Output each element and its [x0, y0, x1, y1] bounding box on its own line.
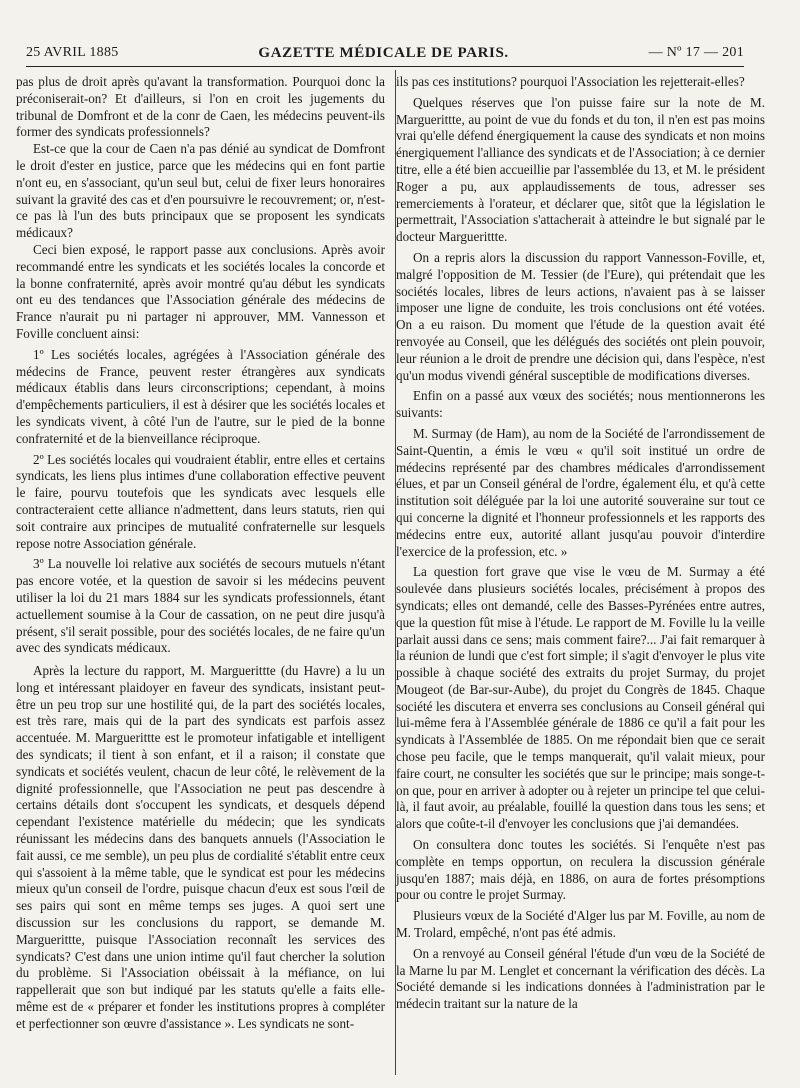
- paragraph: Après la lecture du rapport, M. Marguerittte (du Havre) a lu un long et intéressant plaidoyer en faveur des syndicats, insistant peut-être un peu trop sur une hostilité qui, de la part des sociétés locales, est très rare, mais qui de la part des syndicats est parfois assez accentuée. M. Marguerittte est le promoteur infatigable et intelligent des syndicats; il tient à son enfant, et il a raison; il constate que syndicats et sociétés veulent, chacun de leur côté, le relèvement de la dignité professionnelle, que l'Association ne peut pas descendre à certains détails dont s'occupent les syndicats, et desquels dépend cependant l'existence matérielle du médecin; que les syndicats réunissant les médecins dans des banquets annuels (l'Association le fait aussi, ce me semble), un peu plus de cordialité s'établit entre ceux qui s'assoient à la même table, que le syndicat est pour les médecins mieux qu'un conseil de l'ordre, puisque chacun d'eux est sous l'œil de ses pairs qui sont en même temps ses juges. A quoi sert une discussion sur les conclusions du rapport, se demande M. Marguerittte, puisque l'Association reconnaît les services des syndicats? C'est dans une union intime qu'il faut chercher la solution du problème. Si l'Association obéissait à la méfiance, on lui rappellerait que son but indiqué par les statuts qu'elle a faits elle-même est de « préparer et fonder les institutions propres à compléter et perfectionner son œuvre d'assistance ». Les syndicats ne sont-: [16, 663, 385, 1031]
- paragraph: 1º Les sociétés locales, agrégées à l'Association générale des médecins de France, peuvent rester étrangères aux syndicats médicaux établis dans leurs circonscriptions; cependant, à moins d'empêchements particuliers, il est à désirer que les sociétés locales et les syndicats vivent, à côté l'un de l'autre, sur le pied de la bonne confraternité et de la bienveillance réciproque.: [16, 346, 385, 446]
- paragraph: Enfin on a passé aux vœux des sociétés; nous mentionnerons les suivants:: [396, 388, 765, 421]
- paragraph: 3º La nouvelle loi relative aux sociétés de secours mutuels n'étant pas encore votée, et la question de savoir si les médecins peuvent utiliser la loi du 21 mars 1884 sur les syndicats professionnels, étant actuellement soumise à la Cour de cassation, on ne peut dire jusqu'à présent, s'il serait possible, pour des sociétés locales, de ne faire qu'un avec des syndicats médicaux.: [16, 556, 385, 656]
- right-column: [396, 74, 765, 1013]
- header-date: 25 AVRIL 1885: [26, 45, 119, 60]
- paragraph: Quelques réserves que l'on puisse faire sur la note de M. Marguerittte, au point de vue du fonds et du ton, il n'en est pas moins vrai qu'elle défend énergiquement la cause des syndicats et non moins énergiquement l'alliance des syndicats et de l'Association; à ce dernier titre, elle a été bien accueillie par l'assemblée du 13, et M. le président Roger a pu, aux applaudissements de tous, adresser ses remerciements à l'orateur, et déclarer que, sitôt que la législation le permettrait, l'Association s'attacherait à atteindre le but signalé par le docteur Marguerittte.: [396, 94, 766, 245]
- header-issue: — Nº 17 — 201: [648, 45, 744, 60]
- paragraph: 2º Les sociétés locales qui voudraient établir, entre elles et certains syndicats, les liens plus intimes d'une collaboration effective peuvent le faire, pourvu toutefois que les syndicats avec lesquels elle contracteraient cette alliance n'admettent, dans leurs statuts, rien qui soit contraire aux principes de mutualité confraternelle sur lesquels repose notre Association générale.: [16, 451, 385, 551]
- paragraph: On a repris alors la discussion du rapport Vannesson-Foville, et, malgré l'opposition de M. Tessier (de l'Eure), qui prétendait que les sociétés locales, libres de leurs actions, n'avaient pas à se laisser imposer une ligne de conduite, les trois conclusions ont été votées. On a eu raison. Du moment que l'étude de la question avait été renvoyée au Conseil, que les délégués des sociétés ont plein pouvoir, leur réunion a le droit de prendre une décision qui, dans l'espèce, n'est qu'un modus vivendi général susceptible de modifications diverses.: [396, 249, 765, 383]
- paragraph: On a renvoyé au Conseil général l'étude d'un vœu de la Société de la Marne lu par M. Lenglet et concernant la vérification des décès. La Société demande si les indications données à l'administration par le médecin traitant sur la nature de la: [396, 945, 765, 1012]
- left-column: [16, 74, 385, 1033]
- paragraph: Ceci bien exposé, le rapport passe aux conclusions. Après avoir recommandé entre les syndicats et les sociétés locales la concorde et la bonne confraternité, après avoir montré qu'au début les syndicats ont eu des tendances que l'Association générale des médecins de France n'aurait pu ni partager ni approuver, MM. Vannesson et Foville concluent ainsi:: [16, 241, 385, 341]
- header-title: GAZETTE MÉDICALE DE PARIS.: [258, 44, 509, 61]
- paragraph: Plusieurs vœux de la Société d'Alger lus par M. Foville, au nom de M. Trolard, empêché, n'ont pas été admis.: [396, 908, 765, 941]
- paragraph: On consultera donc toutes les sociétés. Si l'enquête n'est pas complète en temps opportun, on reculera la discussion générale jusqu'en 1887; mais déjà, en 1886, on aura de fortes présomptions pour ou contre le projet Surmay.: [396, 837, 765, 903]
- paragraph: La question fort grave que vise le vœu de M. Surmay a été soulevée dans plusieurs sociétés locales, précisément à propos des syndicats; elles ont demandé, celle des Basses-Pyrénées entre autres, que la question fût mise à l'étude. Le rapport de M. Foville lu la veille parlait aussi dans ce sens; mais comment faire?... J'ai fait remarquer à la réunion de lundi que c'est fort simple; il s'agit d'envoyer le plus vite possible à chaque société des extraits du projet Surmay, du projet Mougeot (de Bar-sur-Aube), du projet du Congrès de 1845. Chaque société les discutera et enverra ses conclusions au Conseil général qui lui-même fera à l'Assemblée générale de 1886 ce qu'il a fait pour les syndicats à l'Assemblée de 1885. On me répondait bien que ce serait chose peu facile, que le temps manquerait, qu'il valait mieux, pour faire court, ne consulter les sociétés que sur le principe; mais songe-t-on que, pour en arriver à adopter ou à rejeter un principe tel que celui-là, il faut avoir, au préalable, fouillé la question dans tous les sens; et alors que coûte-t-il d'envoyer les conclusions que j'ai demandées.: [396, 564, 765, 832]
- paragraph: M. Surmay (de Ham), au nom de la Société de l'arrondissement de Saint-Quentin, a émis le vœu « qu'il soit institué un ordre de médecins représenté par des chambres médicales d'arrondissement élues, et par un Conseil général de l'ordre, également élu, et qu'à cette institution soit déléguée par la loi une autorité souveraine sur tout ce qui concerne la dignité et l'honneur professionnels et les rapports des médecins entre eux, autorité allant jusqu'au pouvoir d'interdire l'exercice de la profession, etc. »: [396, 425, 765, 559]
- paragraph: ils pas ces institutions? pourquoi l'Association les rejetterait-elles?: [396, 74, 745, 89]
- paragraph: pas plus de droit après qu'avant la transformation. Pourquoi donc la préconiserait-on? Et d'ailleurs, si l'on en croit les jugements du tribunal de Domfront et de la conr de Caen, les médecins peuvent-ils former des syndicats professionnels?: [16, 74, 385, 140]
- paragraph: Est-ce que la cour de Caen n'a pas dénié au syndicat de Domfront le droit d'ester en justice, parce que les médecins qui en font partie n'ont eu, en s'associant, qu'un seul but, celui de fixer leurs honoraires suivant la gravité des cas et d'en poursuivre le recouvrement; or, n'est-ce pas là l'un des buts principaux que se proposent les syndicats médicaux?: [16, 141, 385, 241]
- page-header: [26, 40, 744, 67]
